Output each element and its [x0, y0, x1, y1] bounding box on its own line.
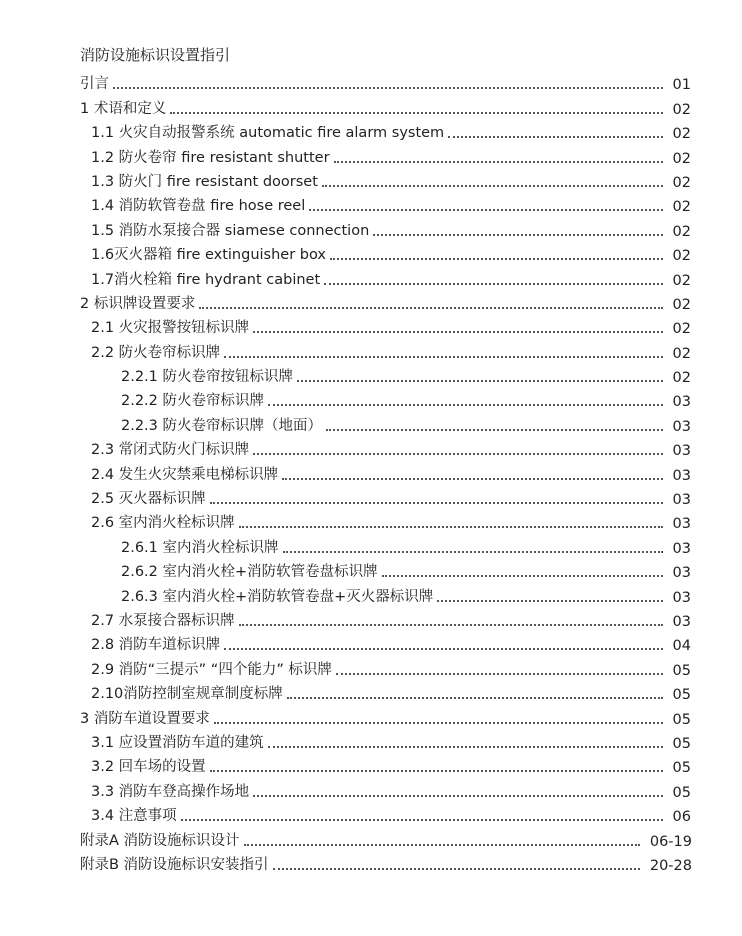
toc-entry-title: 2.6.1 室内消火栓标识牌	[121, 539, 279, 556]
dot-leader	[224, 356, 662, 358]
toc-entry-title: 1.4 消防软管卷盘 fire hose reel	[91, 198, 306, 215]
toc-entry[interactable]	[0, 218, 742, 242]
toc-entry-page: 02	[672, 174, 691, 191]
toc-entry[interactable]	[0, 413, 742, 437]
toc-entry-page: 02	[672, 223, 691, 240]
dot-leader	[239, 624, 663, 626]
toc-entry-title: 1.1 火灾自动报警系统 automatic fire alarm system	[91, 125, 445, 142]
dot-leader	[326, 429, 663, 431]
toc-entry-title: 1.2 防火卷帘 fire resistant shutter	[91, 149, 330, 166]
toc-entry-page: 20-28	[649, 857, 692, 874]
toc-entry[interactable]	[0, 487, 742, 511]
toc-entry-page: 02	[672, 321, 691, 338]
dot-leader	[437, 600, 662, 602]
dot-leader	[322, 185, 663, 187]
toc-entry[interactable]	[0, 243, 742, 267]
toc-entry[interactable]	[0, 706, 742, 730]
dot-leader	[214, 722, 663, 724]
toc-entry-page: 02	[672, 345, 691, 362]
toc-entry-title: 1 术语和定义	[80, 100, 167, 117]
toc-entry-page: 04	[672, 638, 691, 655]
toc-entry-title: 2.6 室内消火栓标识牌	[91, 515, 235, 532]
toc-entry-title: 附录A 消防设施标识设计	[80, 832, 240, 849]
toc-entry[interactable]	[0, 560, 742, 584]
dot-leader	[224, 648, 662, 650]
dot-leader	[283, 551, 663, 553]
toc-entry[interactable]	[0, 755, 742, 779]
toc-entry-page: 05	[672, 735, 691, 752]
toc-entry-title: 1.7消火栓箱 fire hydrant cabinet	[91, 271, 321, 288]
toc-entry[interactable]	[0, 828, 742, 852]
dot-leader	[382, 575, 663, 577]
toc-entry-title: 1.3 防火门 fire resistant doorset	[91, 173, 318, 190]
dot-leader	[170, 112, 662, 114]
toc-entry-title: 3.4 注意事项	[91, 808, 177, 825]
toc-entry[interactable]	[0, 682, 742, 706]
dot-leader	[324, 283, 662, 285]
toc-entry-page: 05	[672, 662, 691, 679]
toc-entry[interactable]	[0, 633, 742, 657]
dot-leader	[268, 404, 663, 406]
toc-entry-title: 2.2.2 防火卷帘标识牌	[121, 393, 265, 410]
toc-entry[interactable]	[0, 267, 742, 291]
toc-entry-title: 2.6.2 室内消火栓+消防软管卷盘标识牌	[121, 564, 378, 581]
toc-entry-page: 03	[672, 467, 691, 484]
toc-entry-title: 引言	[80, 76, 109, 93]
dot-leader	[239, 526, 663, 528]
dot-leader	[448, 136, 662, 138]
toc-entry[interactable]	[0, 535, 742, 559]
toc-entry[interactable]	[0, 584, 742, 608]
toc-entry[interactable]	[0, 657, 742, 681]
toc-entry[interactable]	[0, 511, 742, 535]
toc-entry[interactable]	[0, 462, 742, 486]
toc-entry-page: 01	[672, 77, 691, 94]
toc-entry-title: 附录B 消防设施标识安装指引	[80, 856, 269, 873]
toc-entry-title: 2.1 火灾报警按钮标识牌	[91, 320, 250, 337]
toc-entry[interactable]	[0, 194, 742, 218]
toc-entry-page: 05	[672, 687, 691, 704]
toc-entry-title: 2 标识牌设置要求	[80, 295, 196, 312]
toc-entry-title: 2.9 消防“三提示” “四个能力” 标识牌	[91, 661, 332, 678]
toc-entry-page: 05	[672, 784, 691, 801]
toc-entry[interactable]	[0, 365, 742, 389]
toc-entry-title: 2.10消防控制室规章制度标牌	[91, 686, 283, 703]
toc-entry-title: 1.6灭火器箱 fire extinguisher box	[91, 247, 326, 264]
toc-entry-page: 02	[672, 101, 691, 118]
toc-entry-page: 02	[672, 150, 691, 167]
toc-entry-title: 3.1 应设置消防车道的建筑	[91, 734, 264, 751]
toc-entry[interactable]	[0, 804, 742, 828]
toc-entry[interactable]	[0, 170, 742, 194]
toc-entry-title: 1.5 消防水泵接合器 siamese connection	[91, 222, 370, 239]
toc-entry-page: 05	[672, 711, 691, 728]
toc-entry-page: 02	[672, 126, 691, 143]
toc-entry[interactable]	[0, 853, 742, 877]
dot-leader	[336, 673, 663, 675]
dot-leader	[253, 453, 662, 455]
toc-entry-page: 03	[672, 418, 691, 435]
toc-entry[interactable]	[0, 72, 742, 96]
toc-entry-title: 2.7 水泵接合器标识牌	[91, 612, 235, 629]
dot-leader	[268, 746, 663, 748]
toc-entry[interactable]	[0, 779, 742, 803]
toc-entry-page: 03	[672, 492, 691, 509]
dot-leader	[210, 770, 663, 772]
toc-entry-page: 02	[672, 296, 691, 313]
dot-leader	[334, 161, 663, 163]
toc-entry[interactable]	[0, 316, 742, 340]
toc-entry-title: 2.8 消防车道标识牌	[91, 637, 221, 654]
dot-leader	[253, 331, 662, 333]
toc-entry[interactable]	[0, 609, 742, 633]
toc-entry-page: 03	[672, 589, 691, 606]
toc-entry[interactable]	[0, 96, 742, 120]
toc-entry-page: 06-19	[649, 833, 692, 850]
dot-leader	[297, 380, 663, 382]
toc-entry-title: 2.5 灭火器标识牌	[91, 491, 206, 508]
dot-leader	[244, 844, 640, 846]
dot-leader	[273, 868, 640, 870]
dot-leader	[210, 502, 663, 504]
toc-entry-page: 02	[672, 199, 691, 216]
toc-entry-title: 2.6.3 室内消火栓+消防软管卷盘+灭火器标识牌	[121, 588, 434, 605]
toc-entry-page: 06	[672, 809, 691, 826]
toc-entry-title: 3 消防车道设置要求	[80, 710, 210, 727]
dot-leader	[113, 87, 663, 89]
toc-entry[interactable]	[0, 389, 742, 413]
dot-leader	[181, 819, 663, 821]
dot-leader	[287, 697, 663, 699]
document-title: 消防设施标识设置指引	[80, 46, 231, 64]
toc-entry-page: 02	[672, 248, 691, 265]
toc-entry-page: 02	[672, 370, 691, 387]
toc-entry[interactable]	[0, 731, 742, 755]
dot-leader	[330, 258, 663, 260]
toc-entry-page: 03	[672, 443, 691, 460]
toc-entry-title: 2.2.1 防火卷帘按钮标识牌	[121, 369, 294, 386]
toc-entry-page: 03	[672, 540, 691, 557]
toc-entry-title: 2.3 常闭式防火门标识牌	[91, 442, 250, 459]
toc-entry[interactable]	[0, 121, 742, 145]
toc-entry-page: 03	[672, 565, 691, 582]
toc-entry-page: 03	[672, 613, 691, 630]
toc-entry[interactable]	[0, 292, 742, 316]
toc-entry-title: 2.4 发生火灾禁乘电梯标识牌	[91, 466, 279, 483]
dot-leader	[253, 795, 662, 797]
dot-leader	[373, 234, 662, 236]
toc-entry[interactable]	[0, 145, 742, 169]
table-of-contents	[0, 72, 742, 877]
toc-entry-title: 3.2 回车场的设置	[91, 759, 206, 776]
toc-entry-page: 05	[672, 760, 691, 777]
toc-entry-title: 2.2.3 防火卷帘标识牌（地面）	[121, 417, 323, 434]
toc-entry[interactable]	[0, 340, 742, 364]
toc-entry[interactable]	[0, 438, 742, 462]
toc-entry-title: 3.3 消防车登高操作场地	[91, 783, 250, 800]
dot-leader	[309, 209, 662, 211]
dot-leader	[282, 478, 662, 480]
dot-leader	[199, 307, 662, 309]
toc-entry-page: 03	[672, 394, 691, 411]
toc-entry-page: 02	[672, 272, 691, 289]
toc-entry-page: 03	[672, 516, 691, 533]
toc-entry-title: 2.2 防火卷帘标识牌	[91, 344, 221, 361]
